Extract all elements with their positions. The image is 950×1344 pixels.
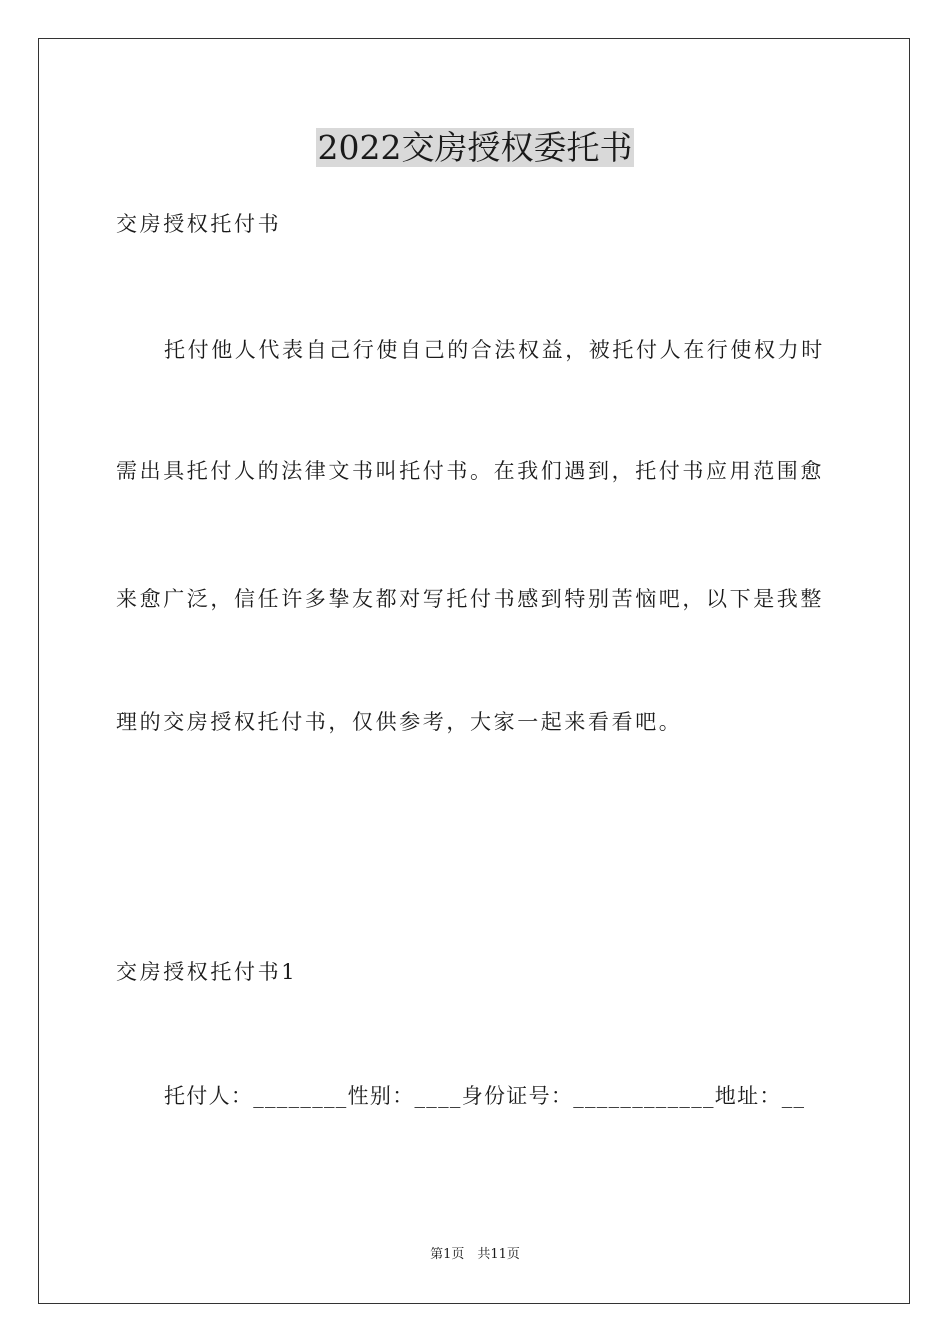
document-subtitle: 交房授权托付书 <box>116 212 282 236</box>
form-line: 托付人：________性别：____身份证号：____________地址：__ <box>164 1084 806 1108</box>
document-title-text: 2022交房授权委托书 <box>317 128 633 167</box>
intro-line-1: 托付他人代表自己行使自己的合法权益，被托付人在行使权力时 <box>164 338 825 362</box>
document-title <box>0 126 950 170</box>
intro-line-2: 需出具托付人的法律文书叫托付书。在我们遇到，托付书应用范围愈 <box>116 459 824 483</box>
section-heading: 交房授权托付书1 <box>116 960 298 984</box>
intro-line-4: 理的交房授权托付书，仅供参考，大家一起来看看吧。 <box>116 710 683 734</box>
page-footer: 第1页 共11页 <box>430 1247 520 1262</box>
intro-line-3: 来愈广泛，信任许多挚友都对写托付书感到特别苦恼吧，以下是我整 <box>116 587 824 611</box>
